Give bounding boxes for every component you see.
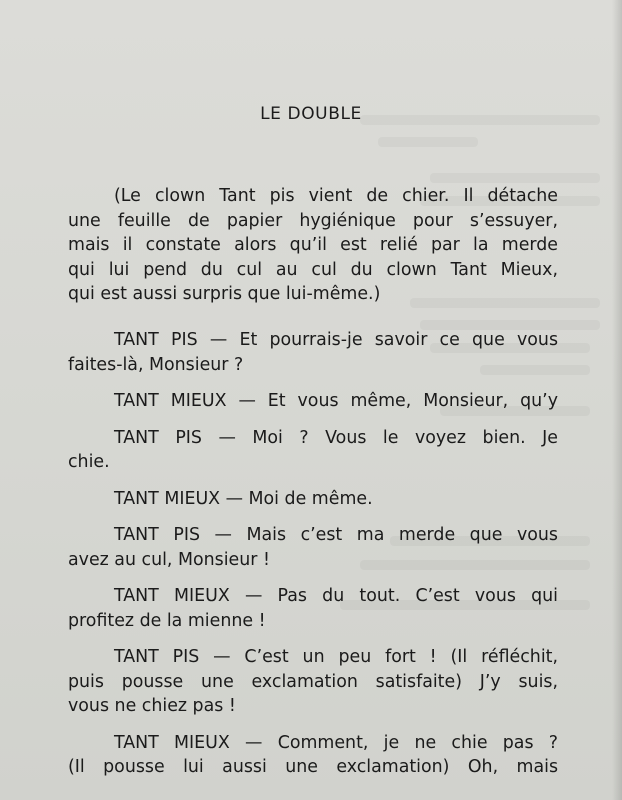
dialogue-turn bbox=[68, 389, 558, 414]
dialogue-line: profitez de la mienne ! bbox=[68, 610, 266, 631]
dialogue-line: avez au cul, Monsieur ! bbox=[68, 549, 270, 570]
dialogue-turn bbox=[68, 328, 558, 377]
page-title: LE DOUBLE bbox=[260, 104, 362, 124]
dialogue-line: faites-là, Monsieur ? bbox=[68, 354, 244, 375]
dialogue-line: TANT MIEUX — Moi de même. bbox=[114, 488, 373, 509]
stage-direction-line: mais il constate alors qu’il est relié par la merde bbox=[68, 235, 558, 255]
dialogue-line: vous ne chiez pas ! bbox=[68, 696, 236, 716]
dialogue-line: TANT PIS — Et pourrais-je savoir ce que vous bbox=[114, 330, 558, 350]
dialogue bbox=[68, 328, 558, 792]
stage-direction-line: une feuille de papier hygiénique pour s’essuyer, bbox=[68, 210, 558, 231]
dialogue-turn bbox=[68, 426, 558, 475]
dialogue-line: puis pousse une exclamation satisfaite) J’y suis, bbox=[68, 671, 558, 692]
dialogue-line: TANT PIS — C’est un peu fort ! (Il réfléchit, bbox=[114, 647, 558, 667]
stage-direction-line: qui lui pend du cul au cul du clown Tant Mieux, bbox=[68, 259, 558, 280]
dialogue-turn bbox=[68, 487, 558, 512]
dialogue-line: TANT MIEUX — Comment, je ne chie pas ? bbox=[114, 732, 558, 753]
dialogue-line: TANT MIEUX — Pas du tout. C’est vous qui bbox=[114, 586, 558, 606]
stage-direction bbox=[68, 184, 558, 307]
dialogue-line: TANT MIEUX — Et vous même, Monsieur, qu’y bbox=[114, 391, 558, 411]
dialogue-turn bbox=[68, 584, 558, 633]
dialogue-line: (Il pousse lui aussi une exclamation) Oh, mais bbox=[68, 757, 558, 777]
stage-direction-line: qui est aussi surpris que lui-même.) bbox=[68, 284, 381, 304]
dialogue-line: TANT PIS — Mais c’est ma merde que vous bbox=[114, 525, 558, 545]
dialogue-turn bbox=[68, 523, 558, 572]
stage-direction-line: (Le clown Tant pis vient de chier. Il détache bbox=[114, 186, 558, 206]
dialogue-turn bbox=[68, 731, 558, 780]
dialogue-line: TANT PIS — Moi ? Vous le voyez bien. Je bbox=[114, 427, 558, 448]
dialogue-turn bbox=[68, 645, 558, 719]
dialogue-line: chie. bbox=[68, 452, 110, 472]
